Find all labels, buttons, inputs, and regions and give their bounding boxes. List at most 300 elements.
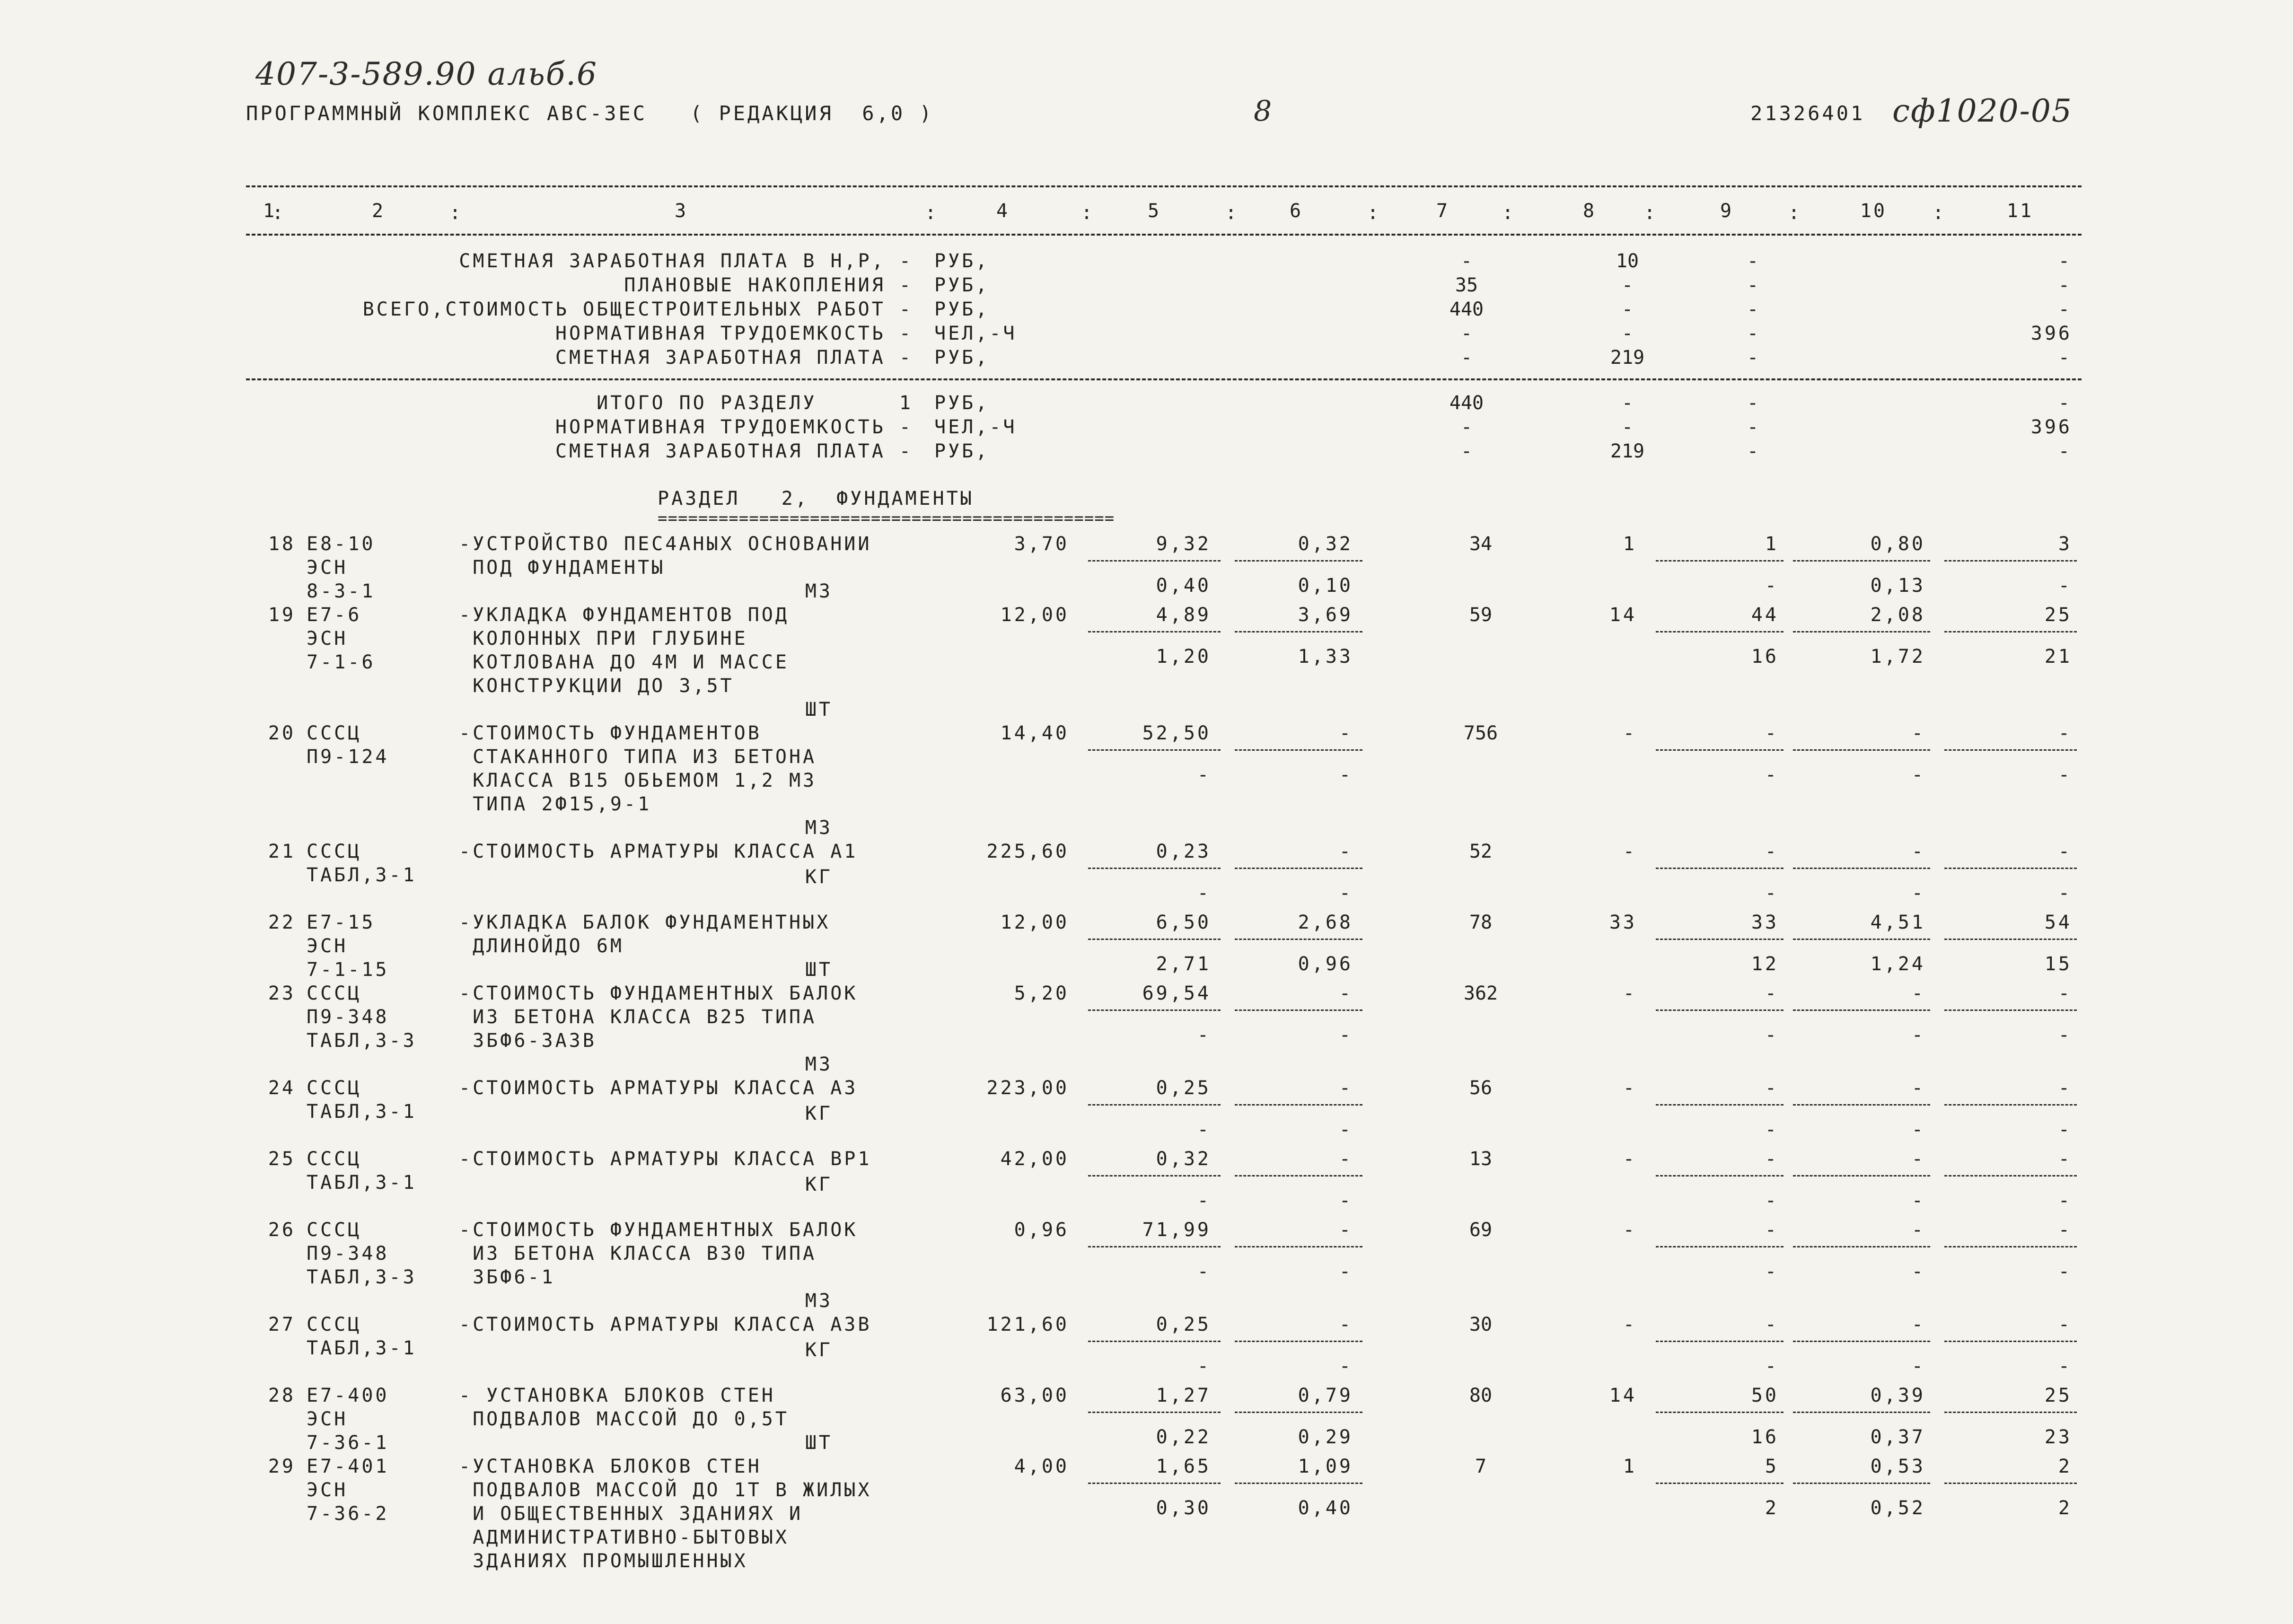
summary-label: СМЕТНАЯ ЗАРАБОТНАЯ ПЛАТА - (555, 440, 913, 462)
item-sub-col11: - (2058, 1261, 2072, 1282)
item-sub-col5: 1,20 (1156, 646, 1211, 667)
item-col11: - (2058, 722, 2072, 744)
summary-col11: - (2058, 298, 2072, 320)
column-separator: : (272, 202, 286, 224)
summary-unit: РУБ, (934, 274, 990, 296)
item-col4: 12,00 (1000, 912, 1069, 933)
cell-subrule (1088, 560, 1221, 562)
item-sub-col10: - (1911, 1190, 1925, 1211)
item-unit: КГ (805, 1174, 833, 1195)
cell-subrule (1793, 1010, 1930, 1011)
summary-col11: 396 (2030, 416, 2072, 438)
item-col7: 78 (1469, 912, 1493, 933)
item-description: АДМИНИСТРАТИВНО-БЫТОВЫХ (459, 1527, 789, 1548)
item-description: -УСТАНОВКА БЛОКОВ СТЕН (459, 1456, 762, 1477)
item-col8: - (1623, 1148, 1637, 1170)
summary-unit: ЧЕЛ,-Ч (934, 323, 1017, 344)
item-col5: 6,50 (1156, 912, 1211, 933)
item-col8: - (1623, 1314, 1637, 1335)
summary-unit: РУБ, (934, 392, 990, 414)
item-unit: КГ (805, 1339, 833, 1361)
summary-col11: - (2058, 392, 2072, 414)
item-col5: 9,32 (1156, 533, 1211, 555)
item-col5: 69,54 (1142, 983, 1211, 1004)
item-col8: 1 (1623, 533, 1637, 555)
item-description: КОТЛОВАНА ДО 4М И МАССЕ (459, 651, 789, 673)
item-col11: - (2058, 983, 2072, 1004)
item-sub-col10: - (1911, 882, 1925, 904)
item-description: ИЗ БЕТОНА КЛАССА В30 ТИПА (459, 1243, 817, 1264)
item-col9: 44 (1751, 604, 1779, 626)
item-unit: ШТ (805, 959, 833, 981)
cell-subrule (1235, 1341, 1362, 1342)
item-col10: - (1911, 983, 1925, 1004)
summary-label: СМЕТНАЯ ЗАРАБОТНАЯ ПЛАТА - (555, 347, 913, 369)
item-sub-col10: - (1911, 1355, 1925, 1377)
summary-col8: 219 (1610, 347, 1645, 369)
item-col7: 56 (1469, 1077, 1493, 1099)
item-col11: - (2058, 1077, 2072, 1099)
item-sub-col10: 0,37 (1870, 1426, 1925, 1448)
cell-subrule (1235, 1104, 1362, 1106)
item-sub-col5: - (1197, 1119, 1211, 1141)
item-sub-col11: - (2058, 1119, 2072, 1141)
summary-unit: РУБ, (934, 440, 990, 462)
item-sub-col11: - (2058, 1190, 2072, 1211)
cell-subrule (1235, 1175, 1362, 1176)
summary-col7: - (1460, 323, 1473, 344)
summary-label: НОРМАТИВНАЯ ТРУДОЕМКОСТЬ - (555, 416, 913, 438)
item-sub-col5: 0,30 (1156, 1497, 1211, 1519)
item-sub-col11: 2 (2058, 1497, 2072, 1519)
summary-col11: - (2058, 347, 2072, 369)
item-sub-col5: - (1197, 1190, 1211, 1211)
summary-col7: - (1460, 416, 1473, 438)
cell-subrule (1944, 939, 2077, 940)
column-header-6: 6 (1289, 200, 1303, 222)
handwritten-code: сф1020-05 (1892, 93, 2073, 129)
item-col8: 14 (1609, 604, 1637, 626)
summary-unit: ЧЕЛ,-Ч (934, 416, 1017, 438)
cell-subrule (1088, 868, 1221, 869)
summary-col11: 396 (2030, 323, 2072, 344)
cell-subrule (1235, 1412, 1362, 1413)
item-col7: 69 (1469, 1219, 1493, 1241)
column-separator: : (925, 202, 939, 224)
item-description: - УСТАНОВКА БЛОКОВ СТЕН (459, 1385, 775, 1406)
cell-subrule (1793, 1483, 1930, 1484)
column-separator: : (1081, 202, 1095, 224)
item-number: 27 (268, 1314, 296, 1335)
item-sub-col11: 15 (2044, 953, 2072, 975)
item-col9: - (1765, 722, 1779, 744)
item-number: 22 (268, 912, 296, 933)
item-col8: - (1623, 1219, 1637, 1241)
item-col9: - (1765, 983, 1779, 1004)
item-code: Е7-6 (307, 604, 362, 626)
item-col11: 25 (2044, 604, 2072, 626)
item-sub-col9: - (1765, 1190, 1779, 1211)
item-col10: 4,51 (1870, 912, 1925, 933)
item-col7: 34 (1469, 533, 1493, 555)
item-description: ПОДВАЛОВ МАССОЙ ДО 1Т В ЖИЛЫХ (459, 1479, 872, 1501)
item-col4: 5,20 (1014, 983, 1069, 1004)
cell-subrule (1944, 1010, 2077, 1011)
cell-subrule (1656, 939, 1783, 940)
item-col7: 7 (1475, 1456, 1487, 1477)
item-description: -СТОИМОСТЬ АРМАТУРЫ КЛАССА А3В (459, 1314, 872, 1335)
item-sub-col9: - (1765, 764, 1779, 786)
summary-unit: РУБ, (934, 347, 990, 369)
cell-subrule (1793, 1341, 1930, 1342)
item-number: 18 (268, 533, 296, 555)
item-sub-col6: 0,29 (1298, 1426, 1353, 1448)
item-sub-col10: - (1911, 1024, 1925, 1046)
item-number: 29 (268, 1456, 296, 1477)
item-description: -СТОИМОСТЬ ФУНДАМЕНТНЫХ БАЛОК (459, 983, 858, 1004)
item-sub-col6: 1,33 (1298, 646, 1353, 667)
item-col11: - (2058, 1314, 2072, 1335)
item-description: КЛАССА В15 ОБЬЕМОМ 1,2 М3 (459, 770, 817, 791)
column-separator: : (1502, 202, 1516, 224)
item-col4: 42,00 (1000, 1148, 1069, 1170)
item-description: КОЛОННЫХ ПРИ ГЛУБИНЕ (459, 628, 748, 650)
item-description: -УКЛАДКА ФУНДАМЕНТОВ ПОД (459, 604, 789, 626)
summary-label: СМЕТНАЯ ЗАРАБОТНАЯ ПЛАТА В Н,Р, - (459, 250, 913, 272)
summary-col8: - (1621, 274, 1634, 296)
item-col11: 3 (2058, 533, 2072, 555)
cell-subrule (1793, 1246, 1930, 1247)
item-sub-col6: - (1339, 1261, 1353, 1282)
item-col9: - (1765, 1077, 1779, 1099)
summary-col7: - (1460, 250, 1473, 272)
item-sub-col9: - (1765, 575, 1779, 597)
item-sub-col10: - (1911, 764, 1925, 786)
cell-subrule (1088, 1483, 1221, 1484)
item-col7: 52 (1469, 841, 1493, 862)
item-sub-col9: - (1765, 1024, 1779, 1046)
item-code: СССЦ (307, 1314, 362, 1335)
item-sub-col5: 2,71 (1156, 953, 1211, 975)
item-col6: - (1339, 1314, 1353, 1335)
item-col5: 0,25 (1156, 1077, 1211, 1099)
summary-label: НОРМАТИВНАЯ ТРУДОЕМКОСТЬ - (555, 323, 913, 344)
item-description: И ОБЩЕСТВЕННЫХ ЗДАНИЯХ И (459, 1503, 803, 1525)
column-header-2: 2 (371, 200, 386, 222)
item-sub-col5: - (1197, 1261, 1211, 1282)
item-col9: 50 (1751, 1385, 1779, 1406)
summary-col7: - (1460, 347, 1473, 369)
column-separator: : (1225, 202, 1239, 224)
item-number: 25 (268, 1148, 296, 1170)
summary-label: ВСЕГО,СТОИМОСТЬ ОБЩЕСТРОИТЕЛЬНЫХ РАБОТ - (362, 298, 913, 320)
cell-subrule (1235, 1246, 1362, 1247)
item-col9: - (1765, 1314, 1779, 1335)
cell-subrule (1793, 1412, 1930, 1413)
item-col9: 33 (1751, 912, 1779, 933)
item-col8: 33 (1609, 912, 1637, 933)
cell-subrule (1793, 1104, 1930, 1106)
summary-unit: РУБ, (934, 250, 990, 272)
item-code: ЭСН (307, 628, 348, 650)
item-sub-col11: - (2058, 1024, 2072, 1046)
item-col6: 3,69 (1298, 604, 1353, 626)
page-number: 8 (1254, 95, 1273, 128)
cell-subrule (1235, 939, 1362, 940)
column-header-1: 1 (263, 200, 277, 222)
item-sub-col5: - (1197, 1355, 1211, 1377)
cell-subrule (1944, 1246, 2077, 1247)
item-col6: 2,68 (1298, 912, 1353, 933)
cell-subrule (1656, 1104, 1783, 1106)
item-sub-col6: - (1339, 882, 1353, 904)
column-header-11: 11 (2006, 200, 2034, 222)
item-description: ЗДАНИЯХ ПРОМЫШЛЕННЫХ (459, 1550, 748, 1572)
item-col11: 25 (2044, 1385, 2072, 1406)
item-col4: 223,00 (986, 1077, 1069, 1099)
item-code: ЭСН (307, 557, 348, 579)
cell-subrule (1088, 631, 1221, 632)
summary-label: ИТОГО ПО РАЗДЕЛУ 1 (597, 392, 913, 414)
column-header-9: 9 (1720, 200, 1734, 222)
item-code: ТАБЛ,3-1 (307, 1101, 417, 1123)
item-col5: 0,32 (1156, 1148, 1211, 1170)
cell-subrule (1235, 749, 1362, 751)
item-sub-col6: - (1339, 1355, 1353, 1377)
item-sub-col6: - (1339, 1024, 1353, 1046)
section-title: РАЗДЕЛ 2, ФУНДАМЕНТЫ (658, 488, 974, 509)
item-description: СТАКАННОГО ТИПА ИЗ БЕТОНА (459, 746, 817, 768)
cell-subrule (1656, 1483, 1783, 1484)
summary-col7: 35 (1455, 274, 1478, 296)
handwritten-reference: 407-3-589.90 альб.6 (255, 56, 598, 92)
item-description: -УКЛАДКА БАЛОК ФУНДАМЕНТНЫХ (459, 912, 831, 933)
item-sub-col5: - (1197, 764, 1211, 786)
item-col8: - (1623, 1077, 1637, 1099)
item-col10: 2,08 (1870, 604, 1925, 626)
item-col7: 30 (1469, 1314, 1493, 1335)
item-unit: ШТ (805, 1432, 833, 1454)
item-sub-col9: 12 (1751, 953, 1779, 975)
cell-subrule (1656, 1341, 1783, 1342)
cell-subrule (1656, 1010, 1783, 1011)
summary-col11: - (2058, 274, 2072, 296)
item-sub-col9: - (1765, 882, 1779, 904)
item-description: -УСТРОЙСТВО ПЕС4АНЫХ ОСНОВАНИИ (459, 533, 872, 555)
column-separator: : (1644, 202, 1658, 224)
cell-subrule (1088, 1412, 1221, 1413)
item-code: П9-124 (307, 746, 389, 768)
item-code: ТАБЛ,3-1 (307, 1337, 417, 1359)
cell-subrule (1656, 631, 1783, 632)
item-col4: 4,00 (1014, 1456, 1069, 1477)
item-sub-col11: - (2058, 1355, 2072, 1377)
item-number: 23 (268, 983, 296, 1004)
item-sub-col10: 0,52 (1870, 1497, 1925, 1519)
item-sub-col6: - (1339, 1190, 1353, 1211)
cell-subrule (1793, 939, 1930, 940)
cell-subrule (1793, 560, 1930, 562)
item-col9: - (1765, 841, 1779, 862)
item-sub-col10: 1,72 (1870, 646, 1925, 667)
item-code: 7-36-2 (307, 1503, 389, 1525)
header-top-rule (246, 185, 2082, 187)
item-description: КОНСТРУКЦИИ ДО 3,5Т (459, 675, 734, 697)
item-col4: 14,40 (1000, 722, 1069, 744)
item-col6: 0,32 (1298, 533, 1353, 555)
item-col4: 12,00 (1000, 604, 1069, 626)
item-description: ПОД ФУНДАМЕНТЫ (459, 557, 666, 579)
item-sub-col11: - (2058, 882, 2072, 904)
item-col7: 362 (1463, 983, 1498, 1004)
item-col6: - (1339, 1148, 1353, 1170)
cell-subrule (1088, 1175, 1221, 1176)
item-description: 3БФ6-3А3В (459, 1030, 597, 1052)
item-sub-col6: 0,10 (1298, 575, 1353, 597)
item-code: СССЦ (307, 1077, 362, 1099)
cell-subrule (1793, 749, 1930, 751)
column-header-4: 4 (996, 200, 1010, 222)
item-col8: - (1623, 841, 1637, 862)
summary-col8: - (1621, 416, 1634, 438)
item-code: ТАБЛ,3-1 (307, 1172, 417, 1194)
item-code: 7-36-1 (307, 1432, 389, 1454)
item-col10: - (1911, 1219, 1925, 1241)
column-header-8: 8 (1582, 200, 1597, 222)
item-col5: 52,50 (1142, 722, 1211, 744)
item-col5: 0,23 (1156, 841, 1211, 862)
item-unit: М3 (805, 817, 833, 839)
item-unit: М3 (805, 580, 833, 602)
item-code: СССЦ (307, 983, 362, 1004)
cell-subrule (1656, 1175, 1783, 1176)
item-description: ТИПА 2Ф15,9-1 (459, 793, 652, 815)
document-code: 21326401 (1750, 102, 1865, 125)
summary-col8: - (1621, 392, 1634, 414)
column-header-5: 5 (1147, 200, 1161, 222)
item-code: Е7-15 (307, 912, 376, 933)
summary-col8: - (1621, 323, 1634, 344)
cell-subrule (1793, 631, 1930, 632)
item-description: ДЛИНОЙДО 6М (459, 935, 624, 957)
item-col6: 1,09 (1298, 1456, 1353, 1477)
item-col4: 0,96 (1014, 1219, 1069, 1241)
item-col6: - (1339, 722, 1353, 744)
item-col8: 1 (1623, 1456, 1637, 1477)
item-col5: 1,65 (1156, 1456, 1211, 1477)
summary-col7: - (1460, 440, 1473, 462)
item-col6: - (1339, 1077, 1353, 1099)
item-sub-col5: 0,40 (1156, 575, 1211, 597)
item-sub-col10: 0,13 (1870, 575, 1925, 597)
cell-subrule (1944, 1412, 2077, 1413)
item-sub-col9: 2 (1765, 1497, 1779, 1519)
cell-subrule (1235, 1483, 1362, 1484)
item-description: ИЗ БЕТОНА КЛАССА В25 ТИПА (459, 1006, 817, 1028)
cell-subrule (1656, 749, 1783, 751)
item-description: -СТОИМОСТЬ АРМАТУРЫ КЛАССА А1 (459, 841, 858, 862)
column-separator: : (1933, 202, 1947, 224)
summary-col9: - (1747, 392, 1759, 414)
cell-subrule (1235, 631, 1362, 632)
item-col10: 0,39 (1870, 1385, 1925, 1406)
item-col5: 1,27 (1156, 1385, 1211, 1406)
item-code: П9-348 (307, 1006, 389, 1028)
cell-subrule (1944, 560, 2077, 562)
item-col10: - (1911, 1314, 1925, 1335)
cell-subrule (1088, 1010, 1221, 1011)
item-col6: - (1339, 983, 1353, 1004)
summary-col11: - (2058, 250, 2072, 272)
cell-subrule (1088, 1341, 1221, 1342)
item-col10: - (1911, 841, 1925, 862)
item-code: Е7-400 (307, 1385, 389, 1406)
item-sub-col6: - (1339, 1119, 1353, 1141)
item-col7: 756 (1463, 722, 1498, 744)
item-unit: М3 (805, 1290, 833, 1312)
item-sub-col9: - (1765, 1119, 1779, 1141)
summary-col9: - (1747, 347, 1759, 369)
cell-subrule (1235, 868, 1362, 869)
column-separator: : (449, 202, 464, 224)
item-number: 20 (268, 722, 296, 744)
item-description: -СТОИМОСТЬ ФУНДАМЕНТНЫХ БАЛОК (459, 1219, 858, 1241)
item-col10: 0,80 (1870, 533, 1925, 555)
item-sub-col5: - (1197, 1024, 1211, 1046)
column-header-7: 7 (1436, 200, 1450, 222)
section-underline: ============================================= (658, 509, 1115, 528)
item-code: ЭСН (307, 1479, 348, 1501)
item-description: -СТОИМОСТЬ АРМАТУРЫ КЛАССА А3 (459, 1077, 858, 1099)
summary-col8: 219 (1610, 440, 1645, 462)
summary-label: ПЛАНОВЫЕ НАКОПЛЕНИЯ - (624, 274, 913, 296)
item-col4: 121,60 (986, 1314, 1069, 1335)
item-col11: 2 (2058, 1456, 2072, 1477)
item-number: 28 (268, 1385, 296, 1406)
item-col7: 13 (1469, 1148, 1493, 1170)
item-code: СССЦ (307, 1219, 362, 1241)
item-sub-col10: - (1911, 1261, 1925, 1282)
summary-col9: - (1747, 250, 1759, 272)
cell-subrule (1793, 1175, 1930, 1176)
item-col6: - (1339, 841, 1353, 862)
item-sub-col9: - (1765, 1355, 1779, 1377)
item-sub-col5: - (1197, 882, 1211, 904)
cell-subrule (1944, 1175, 2077, 1176)
summary-unit: РУБ, (934, 298, 990, 320)
column-header-3: 3 (674, 200, 688, 222)
item-number: 24 (268, 1077, 296, 1099)
item-code: ЭСН (307, 1408, 348, 1430)
item-code: ТАБЛ,3-3 (307, 1266, 417, 1288)
item-code: СССЦ (307, 841, 362, 862)
cell-subrule (1088, 1246, 1221, 1247)
item-col6: 0,79 (1298, 1385, 1353, 1406)
item-code: ЭСН (307, 935, 348, 957)
item-number: 21 (268, 841, 296, 862)
item-sub-col10: 1,24 (1870, 953, 1925, 975)
item-col10: - (1911, 1077, 1925, 1099)
cell-subrule (1656, 560, 1783, 562)
summary-col9: - (1747, 440, 1759, 462)
item-code: 7-1-15 (307, 959, 389, 981)
item-code: Е8-10 (307, 533, 376, 555)
item-col8: 14 (1609, 1385, 1637, 1406)
item-col10: - (1911, 722, 1925, 744)
item-description: -СТОИМОСТЬ АРМАТУРЫ КЛАССА ВР1 (459, 1148, 872, 1170)
item-col5: 71,99 (1142, 1219, 1211, 1241)
item-sub-col6: - (1339, 764, 1353, 786)
